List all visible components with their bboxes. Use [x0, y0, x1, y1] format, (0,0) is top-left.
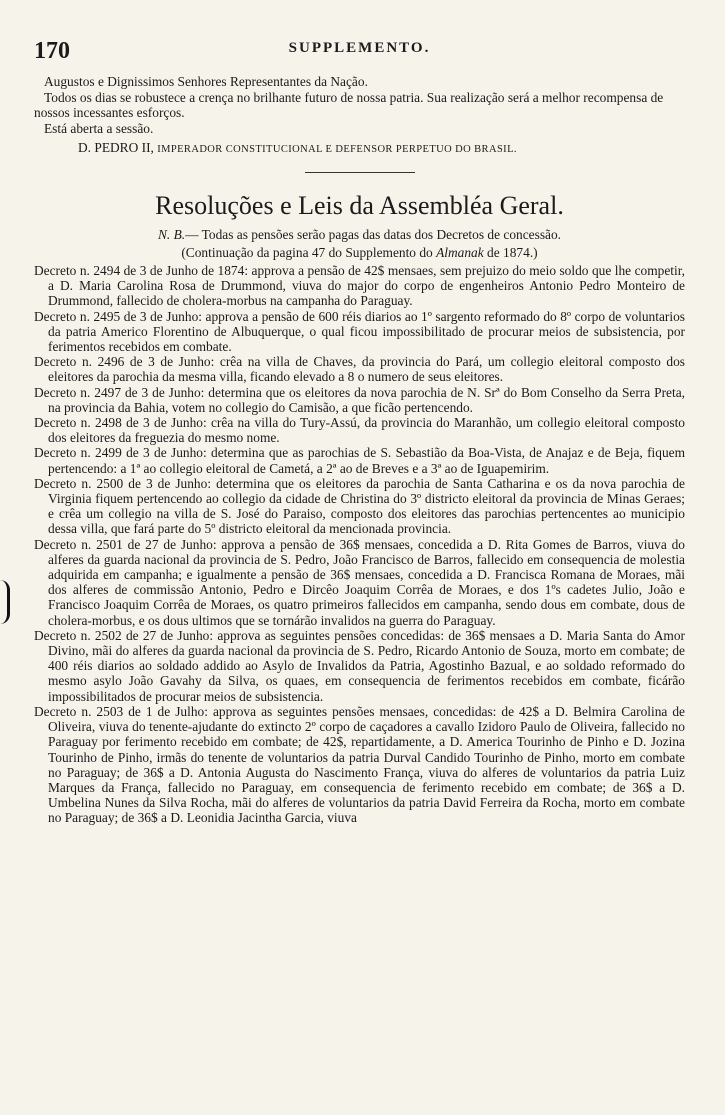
signature-title: IMPERADOR CONSTITUCIONAL E DEFENSOR PERPETUO DO BRASIL.: [157, 144, 517, 155]
continuation-after: de 1874.): [483, 245, 538, 260]
decree-list: [34, 263, 685, 826]
decree-2498: Decreto n. 2498 de 3 de Junho: crêa na villa do Tury-Assú, da provincia do Maranhão, um collegio eleitoral composto dos eleitores da freguezia do mesmo nome.: [34, 415, 685, 446]
running-head: [34, 10, 685, 64]
nb-text: — Todas as pensões serão pagas das datas dos Decretos de concessão.: [185, 227, 562, 242]
decree-2502: Decreto n. 2502 de 27 de Junho: approva as seguintes pensões concedidas: de 36$ mensaes a D. Maria Santa do Amor Divino, mãi do alferes da guarda nacional da provincia de S. Pedro, Ricardo Antonio de Souza, morto em combate; de 400 réis diarios ao soldado addido ao Asylo de Invalidos da Patria, Agostinho Bazual, e ao soldado reformado do mesmo asylo João Gavahy da Silva, os quaes, em consequencia de ferimentos recebidos em combate, ficárão impossibilitados de procurar meios de subsistencia.: [34, 627, 685, 704]
signature: [34, 140, 685, 156]
speech-line: Todos os dias se robustece a crença no brilhante futuro de nossa patria. Sua realização será a melhor recompensa de nossos incessantes esforços.: [34, 89, 664, 120]
section-divider: [305, 172, 415, 173]
continuation-before: (Continuação da pagina 47 do Supplemento do: [181, 245, 437, 260]
nota-bene: [34, 227, 685, 243]
decree-2501: Decreto n. 2501 de 27 de Junho: approva a pensão de 36$ mensaes, concedida a D. Rita Gomes de Barros, viuva do alferes da guarda nacional da provincia de S. Pedro, João Francisco de Barros, fallecido em consequencia de molestia adquirida em campanha; e igualmente a pensão de 36$ mensaes, concedida a D. Francisca Romana de Moraes, mãi dos alferes de commissão Antonio, Pedro e Dircêo Joaquim Corrêa de Moraes, e dos 1ºs cadetes Julio, João e Francisco Joaquim Corrêa de Moraes, os quatro primeiros fallecidos em campanha, sendo dous em combate, dous de cholera-morbus, e os dous ultimos que se tornárão invalidos na guerra do Paraguay.: [34, 536, 685, 628]
continuation-italic: Almanak: [436, 245, 484, 260]
page-number: 170: [34, 38, 70, 64]
decree-2500: Decreto n. 2500 de 3 de Junho: determina que os eleitores da parochia de Santa Catharina e os da nova parochia de Virginia fiquem pertencendo ao collegio da cidade de Christina do 3º districto eleitoral da provincia de Minas Geraes; e crêa um collegio na villa de S. José do Paraiso, composto dos eleitores das parochias pertencentes ao municipio dessa villa, que fará parte do 5º districto eleitoral da mencionada provincia.: [34, 475, 685, 537]
decree-2497: Decreto n. 2497 de 3 de Junho: determina que os eleitores da nova parochia de N. Srª do Bom Conselho da Serra Preta, na provincia da Bahia, votem no collegio do Camisão, a que ficão pertencendo.: [34, 384, 685, 415]
decree-2503: Decreto n. 2503 de 1 de Julho: approva as seguintes pensões mensaes, concedidas: de 42$ a D. Belmira Carolina de Oliveira, viuva do tenente-ajudante do extincto 2º corpo de caçadores a cavallo Izidoro Paulo de Oliveira, fallecido no Paraguay por ferimento recebido em combate; de 42$, repartidamente, a D. America Tourinho de Pinho e D. Jozina Tourinho de Pinho, irmãs do tenente de voluntarios da patria Durval Candido Tourinho de Pinho, morto em combate no Paraguay; de 36$ a D. Antonia Augusta do Nascimento França, viuva do alferes de voluntarios da patria Luiz Marques da França, fallecido no Paraguay, em consequencia de ferimento recebido em combate; de 36$ a D. Umbelina Nunes da Silva Rocha, mãi do alferes de voluntarios da patria David Ferreira da Rocha, morto em combate no Paraguay; de 36$ a D. Leonidia Jacintha Garcia, viuva: [34, 703, 685, 826]
speech-line: Está aberta a sessão.: [44, 120, 154, 136]
continuation-note: [34, 245, 685, 261]
speech-closing: [34, 74, 685, 136]
nb-label: N. B.: [157, 227, 186, 242]
signature-name: D. PEDRO II,: [78, 140, 154, 155]
section-title: Resoluções e Leis da Assembléa Geral.: [155, 191, 564, 220]
decree-2499: Decreto n. 2499 de 3 de Junho: determina que as parochias de S. Sebastião da Boa-Vista, de Anajaz e de Beja, fiquem pertencendo: a 1ª ao collegio eleitoral de Cametá, a 2ª ao de Breves e a 3ª ao de Iguapemirim.: [34, 445, 685, 476]
decree-2495: Decreto n. 2495 de 3 de Junho: approva a pensão de 600 réis diarios ao 1º sargento reformado do 8º corpo de voluntarios da patria Americo Florentino de Albuquerque, o qual ficou impossibilitado de procurar meios de subsistencia, por ferimentos recebidos em combate.: [34, 308, 685, 355]
decree-2496: Decreto n. 2496 de 3 de Junho: crêa na villa de Chaves, da provincia do Pará, um collegio eleitoral composto dos eleitores da parochia da mesma villa, ficando elevado a 8 o numero de seus eleitores.: [34, 354, 685, 385]
margin-bracket-mark: [0, 580, 10, 624]
speech-line: Augustos e Dignissimos Senhores Representantes da Nação.: [44, 74, 368, 89]
decree-2494: Decreto n. 2494 de 3 de Junho de 1874: approva a pensão de 42$ mensaes, sem prejuizo do meio soldo que lhe competir, a D. Maria Carolina Rosa de Drummond, viuva do major do corpo de engenheiros Antonio Pedro Monteiro de Drummond, fallecido de cholera-morbus na campanha do Paraguay.: [34, 263, 685, 309]
running-title: SUPPLEMENTO.: [288, 40, 431, 56]
